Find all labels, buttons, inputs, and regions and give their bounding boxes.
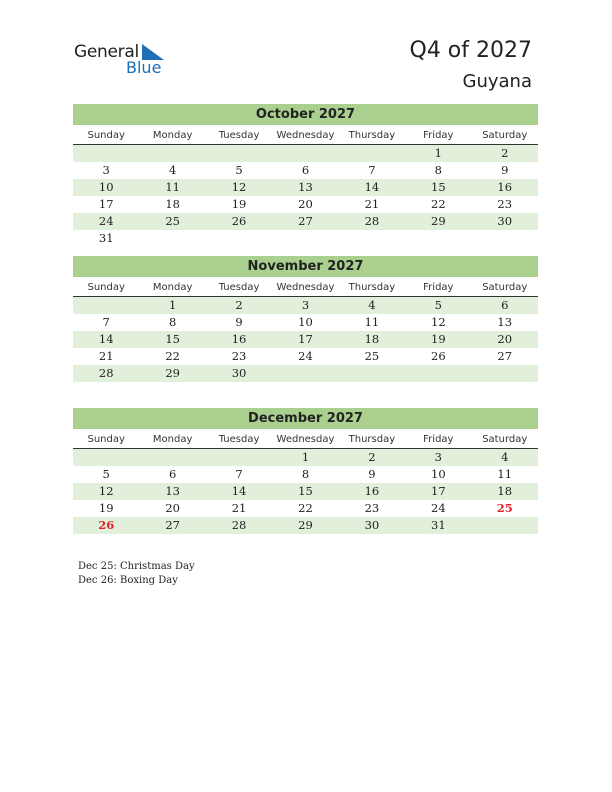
weekday-label: Monday (152, 434, 193, 445)
day-cell (272, 145, 338, 162)
weekday-label: Monday (152, 282, 193, 293)
day-cell: 5 (235, 163, 243, 177)
logo-blue-text: Blue (126, 58, 162, 77)
day-cell: 2 (235, 298, 243, 312)
day-cell: 10 (431, 467, 446, 481)
day-cell: 27 (298, 214, 313, 228)
day-cell: 6 (301, 163, 310, 177)
day-cell: 7 (368, 163, 376, 177)
week-row (73, 162, 538, 179)
day-cell (206, 230, 272, 247)
day-cell: 22 (298, 501, 313, 515)
day-cell: 27 (497, 349, 513, 363)
day-cell: 3 (434, 450, 442, 464)
day-cell: 23 (231, 349, 247, 363)
day-cell (206, 449, 272, 466)
day-cell: 29 (431, 214, 446, 228)
day-cell (73, 449, 139, 466)
day-cell: 10 (298, 315, 313, 329)
day-cell: 9 (235, 315, 243, 329)
day-cell (405, 365, 471, 382)
day-cell: 19 (231, 197, 247, 211)
weekday-label: Tuesday (218, 130, 260, 141)
day-cell: 5 (102, 467, 110, 481)
holiday-day-cell: 25 (496, 501, 513, 515)
day-cell: 24 (431, 501, 446, 515)
day-cell: 3 (102, 163, 110, 177)
day-cell: 30 (231, 366, 247, 380)
holiday-note: Dec 26: Boxing Day (78, 575, 178, 586)
week-row (73, 314, 538, 331)
calendar-december (73, 408, 538, 534)
day-cell: 15 (165, 332, 180, 346)
day-cell: 11 (165, 180, 180, 194)
day-cell: 8 (434, 163, 442, 177)
weekday-label: Wednesday (276, 282, 335, 293)
day-cell: 24 (98, 214, 114, 228)
week-row (73, 297, 538, 314)
day-cell: 21 (98, 349, 114, 363)
day-cell: 1 (168, 298, 177, 312)
day-cell: 27 (165, 518, 180, 532)
month-title: December 2027 (73, 408, 538, 429)
week-row (73, 348, 538, 365)
day-cell: 8 (301, 467, 310, 481)
calendar-october (73, 104, 538, 247)
day-cell: 13 (165, 484, 180, 498)
day-cell: 25 (165, 214, 180, 228)
day-cell: 20 (298, 197, 313, 211)
day-cell: 16 (364, 484, 380, 498)
calendar-november (73, 256, 538, 382)
week-row (73, 179, 538, 196)
holiday-note: Dec 25: Christmas Day (78, 561, 195, 572)
day-cell (139, 145, 205, 162)
day-cell (472, 517, 538, 534)
day-cell: 21 (231, 501, 247, 515)
day-cell: 12 (231, 180, 247, 194)
day-cell: 4 (368, 298, 376, 312)
month-title: October 2027 (73, 104, 538, 125)
week-row (73, 331, 538, 348)
day-cell: 26 (231, 214, 247, 228)
day-cell (405, 230, 471, 247)
day-cell (339, 365, 405, 382)
holiday-day-cell: 26 (98, 518, 115, 532)
week-row (73, 517, 538, 534)
day-cell: 31 (431, 518, 446, 532)
day-cell: 18 (497, 484, 513, 498)
weekday-header-row (73, 279, 538, 297)
day-cell: 13 (298, 180, 313, 194)
weekday-header-row (73, 127, 538, 145)
day-cell: 28 (231, 518, 247, 532)
weekday-label: Wednesday (276, 130, 335, 141)
day-cell: 7 (235, 467, 243, 481)
day-cell: 6 (168, 467, 177, 481)
weekday-label: Friday (423, 434, 454, 445)
day-cell: 10 (98, 180, 114, 194)
day-cell (139, 449, 205, 466)
day-cell: 24 (298, 349, 313, 363)
day-cell: 12 (431, 315, 446, 329)
weekday-label: Sunday (87, 434, 125, 445)
day-cell: 25 (364, 349, 380, 363)
weekday-label: Thursday (348, 434, 396, 445)
day-cell: 15 (431, 180, 446, 194)
day-cell: 4 (168, 163, 177, 177)
day-cell: 22 (165, 349, 180, 363)
day-cell: 28 (364, 214, 380, 228)
week-row (73, 213, 538, 230)
day-cell (272, 365, 338, 382)
country-name: Guyana (462, 71, 532, 92)
day-cell: 3 (301, 298, 310, 312)
day-cell: 16 (497, 180, 513, 194)
day-cell: 17 (98, 197, 114, 211)
day-cell: 9 (501, 163, 509, 177)
week-row (73, 365, 538, 382)
day-cell (339, 230, 405, 247)
month-title: November 2027 (73, 256, 538, 277)
weekday-label: Sunday (87, 282, 125, 293)
day-cell: 14 (364, 180, 380, 194)
day-cell: 17 (298, 332, 313, 346)
week-row (73, 196, 538, 213)
day-cell: 17 (431, 484, 446, 498)
week-row (73, 230, 538, 247)
day-cell: 26 (431, 349, 446, 363)
week-row (73, 500, 538, 517)
day-cell (206, 145, 272, 162)
day-cell: 29 (298, 518, 313, 532)
day-cell: 19 (431, 332, 446, 346)
day-cell: 13 (497, 315, 513, 329)
weekday-label: Saturday (482, 130, 528, 141)
weekday-label: Saturday (482, 282, 528, 293)
day-cell: 21 (364, 197, 380, 211)
day-cell: 28 (98, 366, 114, 380)
day-cell: 23 (497, 197, 513, 211)
weekday-label: Saturday (482, 434, 528, 445)
weekday-label: Thursday (348, 282, 396, 293)
week-row (73, 449, 538, 466)
day-cell: 7 (102, 315, 110, 329)
day-cell: 20 (497, 332, 513, 346)
day-cell: 18 (364, 332, 380, 346)
day-cell (472, 365, 538, 382)
day-cell: 1 (301, 450, 310, 464)
day-cell: 23 (364, 501, 380, 515)
weekday-label: Monday (152, 130, 193, 141)
day-cell: 1 (434, 146, 442, 160)
week-row (73, 466, 538, 483)
day-cell (472, 230, 538, 247)
day-cell: 11 (497, 467, 513, 481)
day-cell: 29 (165, 366, 180, 380)
day-cell: 8 (168, 315, 177, 329)
logo (74, 42, 174, 78)
weekday-label: Thursday (348, 130, 396, 141)
day-cell: 2 (501, 146, 509, 160)
weekday-label: Tuesday (218, 434, 260, 445)
day-cell: 30 (497, 214, 513, 228)
day-cell: 16 (231, 332, 247, 346)
day-cell: 5 (434, 298, 442, 312)
day-cell: 22 (431, 197, 446, 211)
day-cell: 6 (501, 298, 509, 312)
page-title: Q4 of 2027 (409, 38, 532, 63)
week-row (73, 145, 538, 162)
day-cell: 19 (98, 501, 114, 515)
day-cell (339, 145, 405, 162)
day-cell: 12 (98, 484, 114, 498)
day-cell: 18 (165, 197, 180, 211)
weekday-label: Sunday (87, 130, 125, 141)
day-cell: 30 (364, 518, 380, 532)
day-cell: 20 (165, 501, 180, 515)
day-cell: 9 (368, 467, 376, 481)
week-row (73, 483, 538, 500)
weekday-label: Tuesday (218, 282, 260, 293)
weekday-label: Friday (423, 282, 454, 293)
day-cell (73, 297, 139, 314)
weekday-label: Wednesday (276, 434, 335, 445)
day-cell (272, 230, 338, 247)
day-cell (73, 145, 139, 162)
day-cell: 14 (98, 332, 114, 346)
day-cell: 2 (368, 450, 376, 464)
day-cell: 31 (98, 231, 114, 245)
day-cell: 4 (501, 450, 509, 464)
weekday-label: Friday (423, 130, 454, 141)
weekday-header-row (73, 431, 538, 449)
day-cell: 11 (364, 315, 380, 329)
day-cell (139, 230, 205, 247)
logo-general-text: General (74, 42, 139, 62)
day-cell: 15 (298, 484, 313, 498)
holiday-notes (78, 560, 195, 588)
day-cell: 14 (231, 484, 247, 498)
